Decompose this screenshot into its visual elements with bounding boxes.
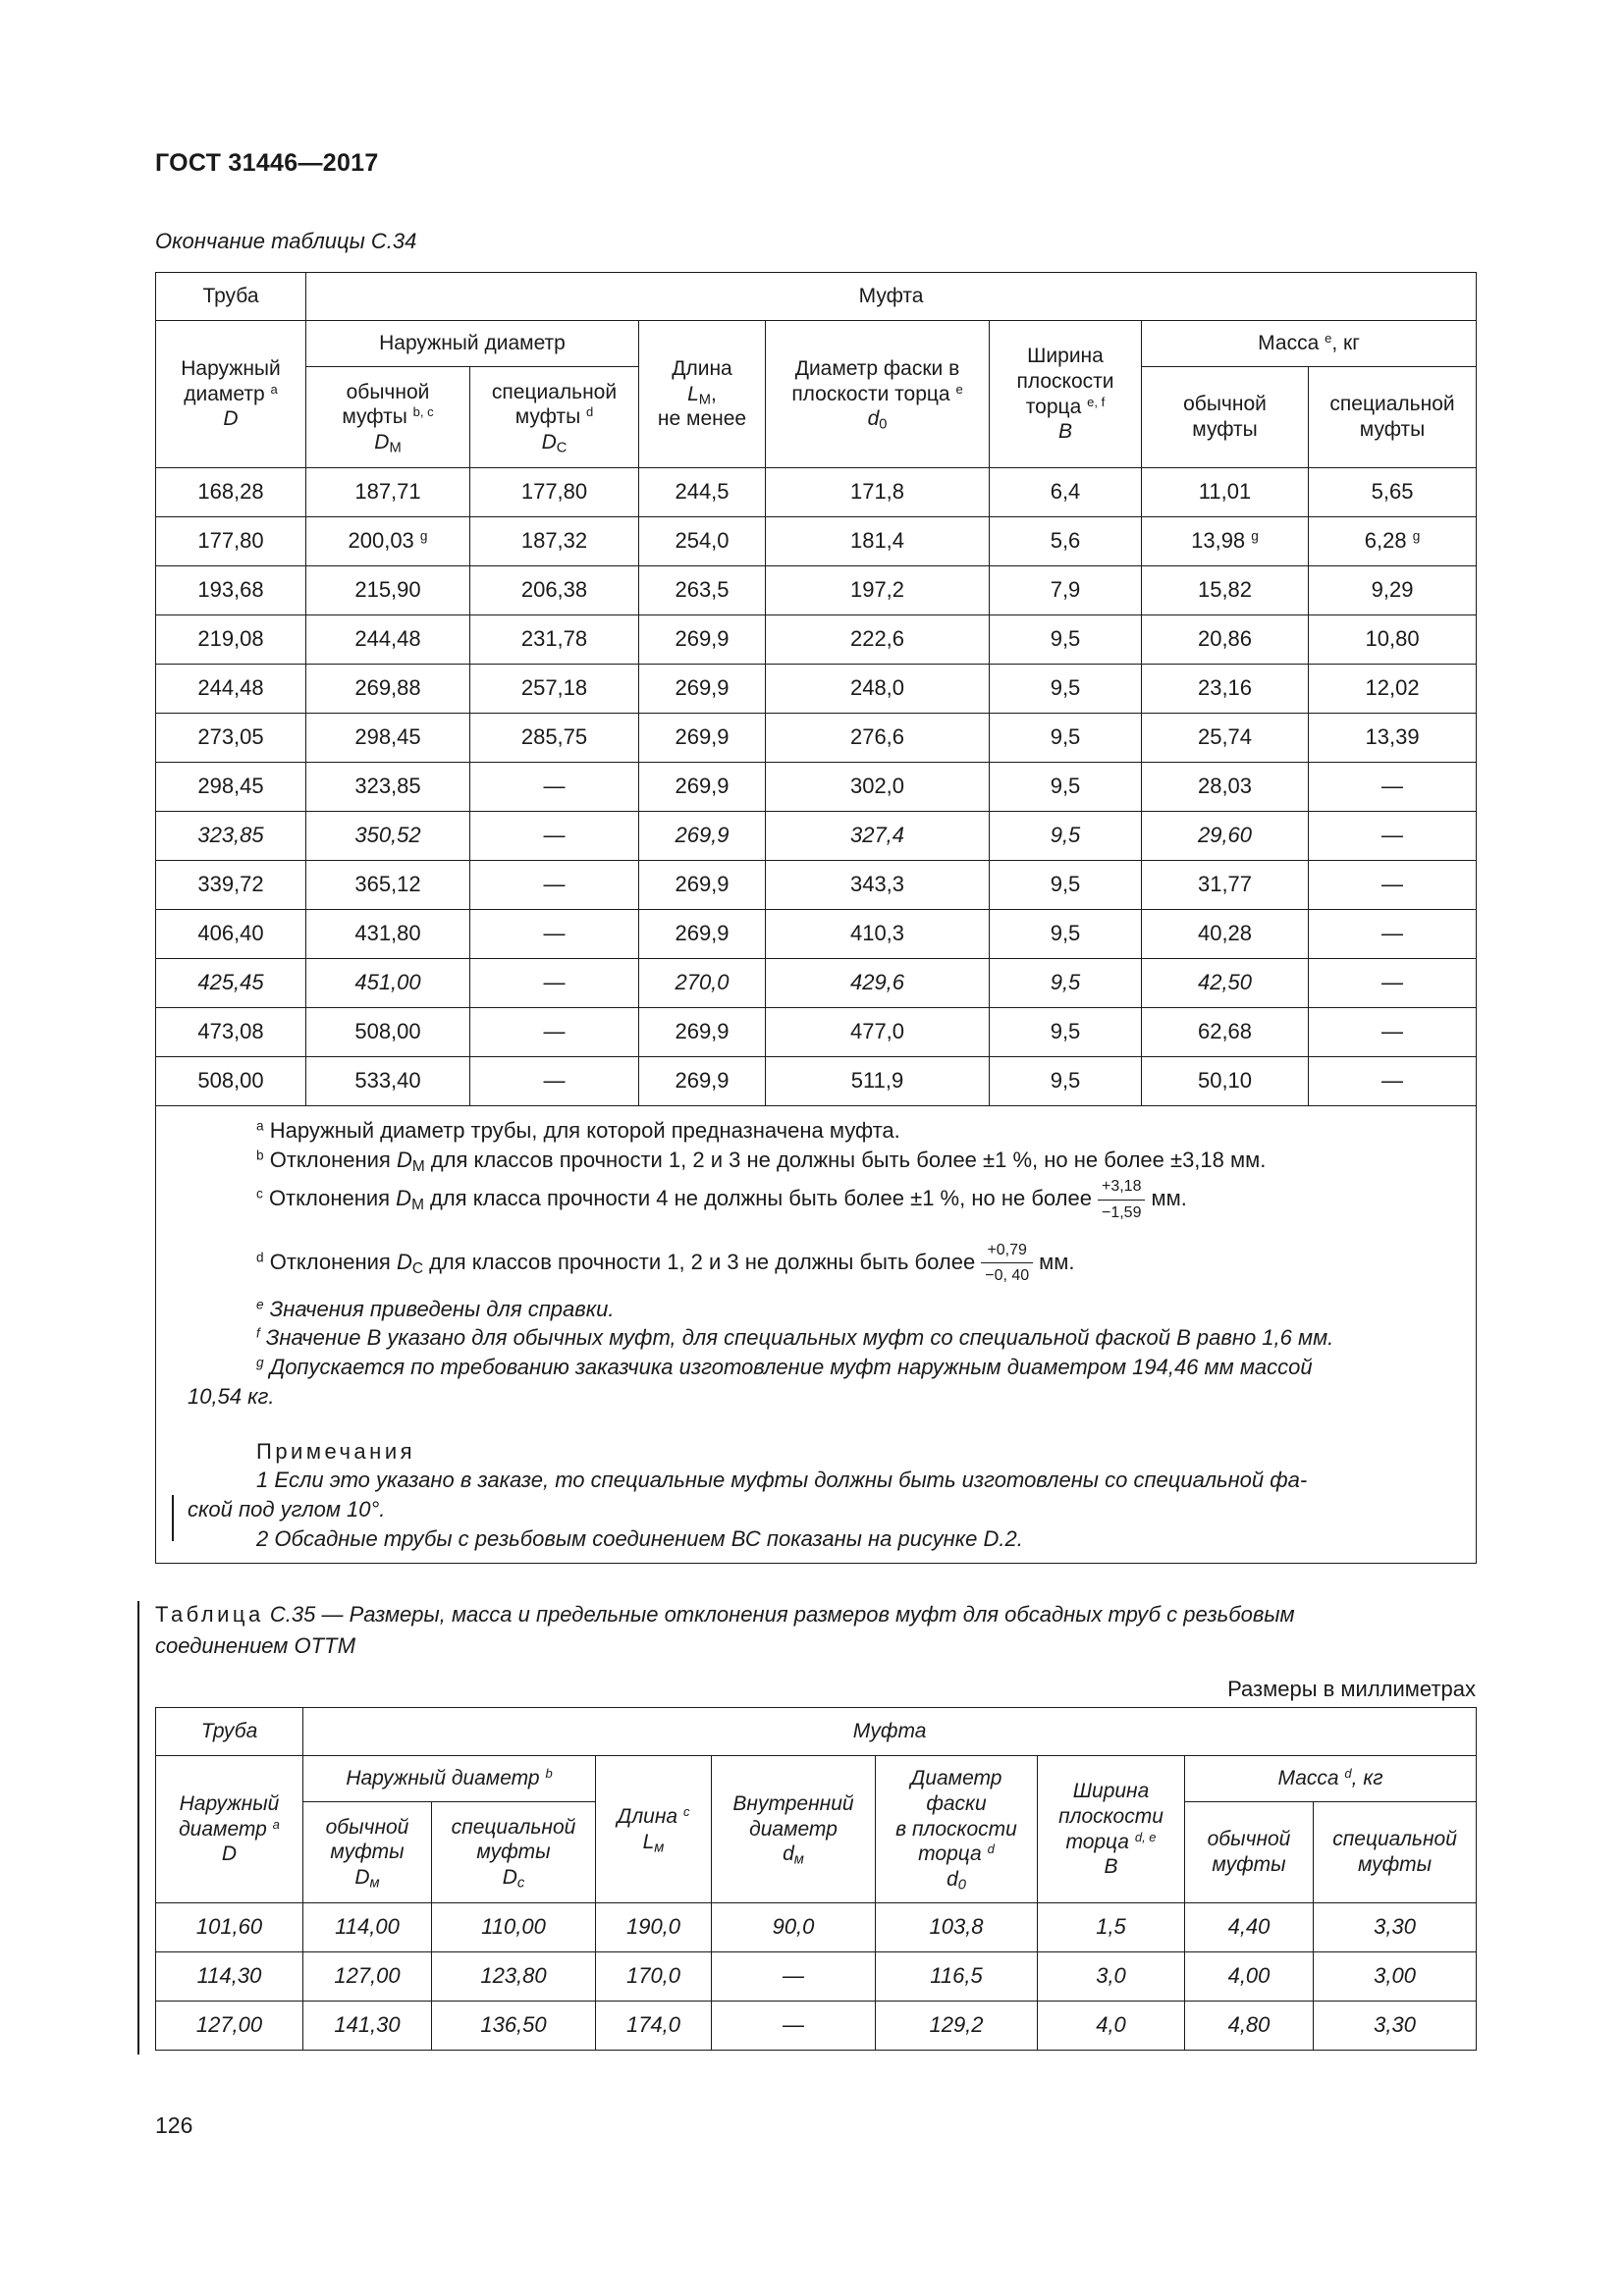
table-cell: 62,68 [1142, 1008, 1309, 1057]
table-row [156, 714, 1477, 763]
table-cell: 170,0 [596, 1952, 712, 2002]
table-cell: 7,9 [990, 566, 1142, 615]
units-label: Размеры в миллиметрах [1227, 1677, 1476, 1701]
table-cell: 9,5 [990, 714, 1142, 763]
footnote-f: $^f$ Значение B указано для обычных муфт, для специальных муфт со специальной фаской B равно 1,6 мм. [256, 1325, 1334, 1351]
t2-header-pipe-od: Наружный диаметр $^a$ D [156, 1756, 303, 1903]
table-cell: 90,0 [712, 1903, 876, 1952]
header-bevel-diameter: Диаметр фаски в плоскости торца $^e$ $d_0$ [766, 321, 990, 468]
table-cell: 187,71 [306, 468, 470, 517]
table-row [156, 615, 1477, 665]
table-cell: — [470, 910, 639, 959]
table-cell: 116,5 [876, 1952, 1038, 2002]
table-cell: 9,29 [1309, 566, 1477, 615]
note-1: 1 Если это указано в заказе, то специальные муфты должны быть изготовлены со специальной фа- [256, 1468, 1308, 1493]
table-cell: — [470, 861, 639, 910]
table-cell: 193,68 [156, 566, 306, 615]
table-cell: 269,9 [639, 1008, 766, 1057]
table-cell: — [1309, 763, 1477, 812]
footnote-d: $^d$ Отклонения $D_C$ для классов прочности 1, 2 и 3 не должны быть более $\frac{+0,79}{-0, 40}$ мм. [172, 1240, 1460, 1287]
table-cell: — [470, 1008, 639, 1057]
table-cell: 28,03 [1142, 763, 1309, 812]
table-cell: 323,85 [306, 763, 470, 812]
table-cell: 263,5 [639, 566, 766, 615]
table-cell: 127,00 [303, 1952, 432, 2002]
footnotes-cell [156, 1106, 1477, 1564]
table-cell: 451,00 [306, 959, 470, 1008]
table-cell: 425,45 [156, 959, 306, 1008]
table-cell: 3,0 [1038, 1952, 1185, 2002]
table-cell: 4,0 [1038, 2002, 1185, 2051]
table-cell: 302,0 [766, 763, 990, 812]
table-cell: 269,9 [639, 714, 766, 763]
table-cell: 9,5 [990, 763, 1142, 812]
table-cell: 350,52 [306, 812, 470, 861]
table-cell: 181,4 [766, 517, 990, 566]
note-2: 2 Обсадные трубы с резьбовым соединением ВС показаны на рисунке D.2. [256, 1525, 1023, 1551]
table-row [156, 665, 1477, 714]
t2-header-outer-diameter: Наружный диаметр $^b$ [303, 1756, 596, 1802]
table-row [156, 1057, 1477, 1106]
table-cell: — [470, 959, 639, 1008]
table-cell: 298,45 [156, 763, 306, 812]
table-cell: — [1309, 910, 1477, 959]
table-cell: 3,30 [1314, 1903, 1477, 1952]
table-cell: 285,75 [470, 714, 639, 763]
table-cell: 270,0 [639, 959, 766, 1008]
table-cell: 269,9 [639, 910, 766, 959]
table-cell: 11,01 [1142, 468, 1309, 517]
table-cell: 4,40 [1185, 1903, 1314, 1952]
table-c35 [155, 1707, 1477, 2051]
header-outer-diameter: Наружный диаметр [306, 321, 639, 367]
table-cell: 6,4 [990, 468, 1142, 517]
change-bar-2 [137, 1601, 139, 2055]
table-cell: 511,9 [766, 1057, 990, 1106]
footnote-c: $^c$ Отклонения $D_M$ для класса прочности 4 не должны быть более ±1 %, но не более $\frac{+3,18}{-1,59}$ мм. [172, 1176, 1460, 1223]
table-cell: 269,9 [639, 763, 766, 812]
page-number: 126 [155, 2112, 193, 2138]
note-1-cont: ской под углом 10°. [188, 1496, 386, 1522]
header-pipe: Труба [156, 273, 306, 321]
table-row [156, 2002, 1477, 2051]
table-cell: 114,30 [156, 1952, 303, 2002]
table-cell: 473,08 [156, 1008, 306, 1057]
table-cell: 9,5 [990, 910, 1142, 959]
table-cell: 219,08 [156, 615, 306, 665]
header-regular-coupling: обычной муфты $^{b, c}$ $D_M$ [306, 367, 470, 468]
table-row [156, 959, 1477, 1008]
table-row [156, 910, 1477, 959]
table-cell: — [470, 812, 639, 861]
table-cell: 10,80 [1309, 615, 1477, 665]
table-cell: 365,12 [306, 861, 470, 910]
table-row [156, 1952, 1477, 2002]
table-cell: 244,48 [306, 615, 470, 665]
table-cell: 269,9 [639, 861, 766, 910]
table-cell: 177,80 [470, 468, 639, 517]
table-cell: 50,10 [1142, 1057, 1309, 1106]
table-cell: — [712, 2002, 876, 2051]
table-c34 [155, 272, 1477, 1564]
table-c35-caption-line2: соединением ОТТМ [155, 1633, 356, 1658]
t2-header-regular-coupling: обычной муфты $D_м$ [303, 1802, 432, 1903]
table-cell: 40,28 [1142, 910, 1309, 959]
header-length: Длина $L_M$, не менее [639, 321, 766, 468]
table-cell: 110,00 [432, 1903, 596, 1952]
t2-header-pipe: Труба [156, 1708, 303, 1756]
table-cell: 190,0 [596, 1903, 712, 1952]
table-cell: 42,50 [1142, 959, 1309, 1008]
tolerance-d: $\frac{+0,79}{-0, 40}$ [981, 1240, 1033, 1287]
footnote-e: $^e$ Значения приведены для справки. [256, 1296, 615, 1321]
table-cell: 431,80 [306, 910, 470, 959]
table-cell: 269,88 [306, 665, 470, 714]
table-cell: 177,80 [156, 517, 306, 566]
table-cell: 5,6 [990, 517, 1142, 566]
table-cell: 9,5 [990, 1008, 1142, 1057]
t2-header-mass: Масса $^d$, кг [1185, 1756, 1477, 1802]
header-coupling: Муфта [306, 273, 1477, 321]
table-cell: 174,0 [596, 2002, 712, 2051]
table-cell: — [1309, 812, 1477, 861]
table-cell: 231,78 [470, 615, 639, 665]
table-cell: 9,5 [990, 615, 1142, 665]
table-cell: 269,9 [639, 615, 766, 665]
table-cell: 123,80 [432, 1952, 596, 2002]
table-cell: — [470, 1057, 639, 1106]
t2-header-length: Длина $^c$ $L_м$ [596, 1756, 712, 1903]
table-cell: 477,0 [766, 1008, 990, 1057]
table-row [156, 812, 1477, 861]
table-cell: 101,60 [156, 1903, 303, 1952]
table-cell: 23,16 [1142, 665, 1309, 714]
table-cell: 13,39 [1309, 714, 1477, 763]
tolerance-c: $\frac{+3,18}{-1,59}$ [1098, 1176, 1145, 1223]
header-pipe-od: Наружный диаметр $^a$ D [156, 321, 306, 468]
table-cell: 141,30 [303, 2002, 432, 2051]
table-cell: 9,5 [990, 1057, 1142, 1106]
table-cell: 9,5 [990, 812, 1142, 861]
table-cell: 269,9 [639, 812, 766, 861]
table-cell: 248,0 [766, 665, 990, 714]
table-cell: 12,02 [1309, 665, 1477, 714]
table-cell: 410,3 [766, 910, 990, 959]
table-cell: 9,5 [990, 959, 1142, 1008]
table-cell: 103,8 [876, 1903, 1038, 1952]
table-cell: 136,50 [432, 2002, 596, 2051]
table-cell: 273,05 [156, 714, 306, 763]
table-cell: 31,77 [1142, 861, 1309, 910]
table-cell: — [1309, 1057, 1477, 1106]
table-cell: 9,5 [990, 861, 1142, 910]
table-cell: 298,45 [306, 714, 470, 763]
header-special-coupling: специальной муфты $^d$ $D_C$ [470, 367, 639, 468]
table-cell: 254,0 [639, 517, 766, 566]
table-cell: 343,3 [766, 861, 990, 910]
table-cell: 3,30 [1314, 2002, 1477, 2051]
table-cell: 1,5 [1038, 1903, 1185, 1952]
table-row [156, 861, 1477, 910]
table-cell: 3,00 [1314, 1952, 1477, 2002]
table-cell: 197,2 [766, 566, 990, 615]
table-cell: 222,6 [766, 615, 990, 665]
table-cell: 129,2 [876, 2002, 1038, 2051]
table-cell: 508,00 [306, 1008, 470, 1057]
document-title: ГОСТ 31446—2017 [155, 149, 379, 177]
table-cell: 4,80 [1185, 2002, 1314, 2051]
table-cell: 244,48 [156, 665, 306, 714]
table-row [156, 468, 1477, 517]
table-cell: 244,5 [639, 468, 766, 517]
table-cell: 327,4 [766, 812, 990, 861]
table-cell: 533,40 [306, 1057, 470, 1106]
change-bar [172, 1495, 174, 1541]
table-cell: 257,18 [470, 665, 639, 714]
table-cell: 508,00 [156, 1057, 306, 1106]
table-cell: 269,9 [639, 1057, 766, 1106]
footnote-g-cont: 10,54 кг. [188, 1383, 275, 1409]
table-row [156, 1903, 1477, 1952]
table-cell: 429,6 [766, 959, 990, 1008]
footnote-g: $^g$ Допускается по требованию заказчика изготовление муфт наружным диаметром 194,46 мм массой [256, 1355, 1313, 1380]
t2-header-inner-diameter: Внутренний диаметр $d_м$ [712, 1756, 876, 1903]
footnote-a: $^a$ Наружный диаметр трубы, для которой предназначена муфта. [256, 1118, 900, 1143]
table-cell: 15,82 [1142, 566, 1309, 615]
table-cell: 127,00 [156, 2002, 303, 2051]
table-cell: 9,5 [990, 665, 1142, 714]
t2-header-coupling: Муфта [303, 1708, 1477, 1756]
header-mass-special: специальной муфты [1309, 367, 1477, 468]
table-cell: 13,98 $^g$ [1142, 517, 1309, 566]
footnote-b: $^b$ Отклонения $D_M$ для классов прочности 1, 2 и 3 не должны быть более ±1 %, но не более ±3,18 мм. [256, 1147, 1267, 1175]
header-face-width: Ширина плоскости торца $^{e, f}$ B [990, 321, 1142, 468]
table-row [156, 763, 1477, 812]
table-cell: 323,85 [156, 812, 306, 861]
notes-title: Примечания [256, 1438, 416, 1464]
table-cell: 406,40 [156, 910, 306, 959]
t2-header-bevel-diameter: Диаметр фаски в плоскости торца $^d$ $d_0$ [876, 1756, 1038, 1903]
header-mass-regular: обычной муфты [1142, 367, 1309, 468]
table-cell: — [470, 763, 639, 812]
header-mass: Масса $^e$, кг [1142, 321, 1477, 367]
table-cell: — [1309, 861, 1477, 910]
table-cell: 5,65 [1309, 468, 1477, 517]
table-cell: — [712, 1952, 876, 2002]
t2-header-mass-regular: обычной муфты [1185, 1802, 1314, 1903]
table-cell: 29,60 [1142, 812, 1309, 861]
table-cell: 168,28 [156, 468, 306, 517]
table-row [156, 566, 1477, 615]
table-cell: 215,90 [306, 566, 470, 615]
t2-header-face-width: Ширина плоскости торца $^{d, e}$ B [1038, 1756, 1185, 1903]
table-cell: 206,38 [470, 566, 639, 615]
table-row [156, 517, 1477, 566]
table-c35-caption: Таблица С.35 — Размеры, масса и предельные отклонения размеров муфт для обсадных труб с резьбовым [155, 1602, 1295, 1627]
table-cell: — [1309, 959, 1477, 1008]
table-cell: 4,00 [1185, 1952, 1314, 2002]
table-cell: — [1309, 1008, 1477, 1057]
table-cell: 200,03 $^g$ [306, 517, 470, 566]
table-cell: 187,32 [470, 517, 639, 566]
table-cell: 25,74 [1142, 714, 1309, 763]
table-cell: 114,00 [303, 1903, 432, 1952]
table-row [156, 1008, 1477, 1057]
table-caption-continuation: Окончание таблицы С.34 [155, 229, 417, 253]
table-cell: 269,9 [639, 665, 766, 714]
t2-header-special-coupling: специальной муфты $D_с$ [432, 1802, 596, 1903]
table-cell: 6,28 $^g$ [1309, 517, 1477, 566]
table-cell: 276,6 [766, 714, 990, 763]
table-cell: 171,8 [766, 468, 990, 517]
table-cell: 20,86 [1142, 615, 1309, 665]
t2-header-mass-special: специальной муфты [1314, 1802, 1477, 1903]
table-cell: 339,72 [156, 861, 306, 910]
